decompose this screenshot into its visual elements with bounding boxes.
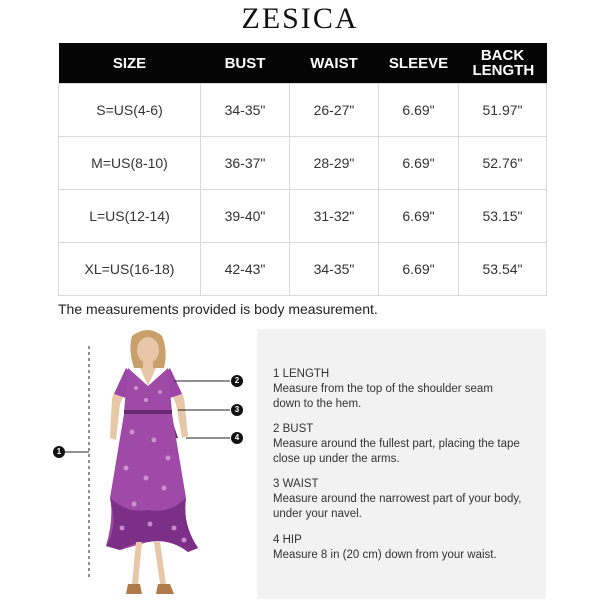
cell-bust: 36-37" — [201, 137, 290, 190]
cell-back-length: 52.76" — [459, 137, 547, 190]
cell-size: M=US(8-10) — [59, 137, 201, 190]
face-shape — [137, 337, 159, 363]
guide-title: 4 HIP — [273, 534, 302, 546]
measurement-note: The measurements provided is body measurement. — [58, 301, 378, 317]
guide-length — [273, 367, 523, 412]
header-back-length-label: BACK LENGTH — [472, 47, 535, 79]
table-row — [59, 84, 547, 137]
guide-desc: Measure 8 in (20 cm) down from your waist. — [273, 549, 497, 561]
dress-illustration — [50, 328, 250, 600]
cell-sleeve: 6.69" — [379, 137, 459, 190]
marker-waist: 3 — [231, 404, 243, 416]
model-figure — [50, 328, 250, 600]
cell-bust: 34-35" — [201, 84, 290, 137]
guide-waist — [273, 477, 523, 522]
left-sandal — [126, 584, 142, 594]
right-leg — [154, 542, 166, 584]
cell-sleeve: 6.69" — [379, 243, 459, 296]
cell-size: XL=US(16-18) — [59, 243, 201, 296]
cell-waist: 34-35" — [290, 243, 379, 296]
marker-bust: 2 — [231, 375, 243, 387]
cell-sleeve: 6.69" — [379, 84, 459, 137]
cell-bust: 42-43" — [201, 243, 290, 296]
cell-waist: 26-27" — [290, 84, 379, 137]
cell-bust: 39-40" — [201, 190, 290, 243]
cell-waist: 28-29" — [290, 137, 379, 190]
table-row — [59, 137, 547, 190]
guide-desc: Measure from the top of the shoulder seam down to the hem. — [273, 383, 493, 410]
cell-back-length: 51.97" — [459, 84, 547, 137]
cell-size: S=US(4-6) — [59, 84, 201, 137]
table-row — [59, 190, 547, 243]
cell-back-length: 53.15" — [459, 190, 547, 243]
guide-desc: Measure around the narrowest part of your body, under your navel. — [273, 493, 522, 520]
right-sandal — [156, 584, 174, 594]
header-sleeve: SLEEVE — [379, 43, 459, 84]
header-waist: WAIST — [290, 43, 379, 84]
guide-bust — [273, 422, 523, 467]
table-header-row — [59, 43, 547, 84]
brand-logo: ZESICA — [241, 2, 359, 35]
marker-length: 1 — [53, 446, 65, 458]
cell-back-length: 53.54" — [459, 243, 547, 296]
cell-waist: 31-32" — [290, 190, 379, 243]
guide-title: 1 LENGTH — [273, 368, 330, 380]
size-chart-table — [58, 43, 547, 296]
guide-title: 2 BUST — [273, 423, 314, 435]
marker-hip: 4 — [231, 432, 243, 444]
cell-size: L=US(12-14) — [59, 190, 201, 243]
guide-title: 3 WAIST — [273, 478, 319, 490]
table-row — [59, 243, 547, 296]
cell-sleeve: 6.69" — [379, 190, 459, 243]
guide-desc: Measure around the fullest part, placing the tape close up under the arms. — [273, 438, 520, 465]
header-bust: BUST — [201, 43, 290, 84]
left-leg — [132, 542, 142, 584]
header-size: SIZE — [59, 43, 201, 84]
header-back-length — [459, 43, 547, 84]
measure-guide-panel — [257, 329, 546, 599]
guide-hip — [273, 533, 523, 563]
